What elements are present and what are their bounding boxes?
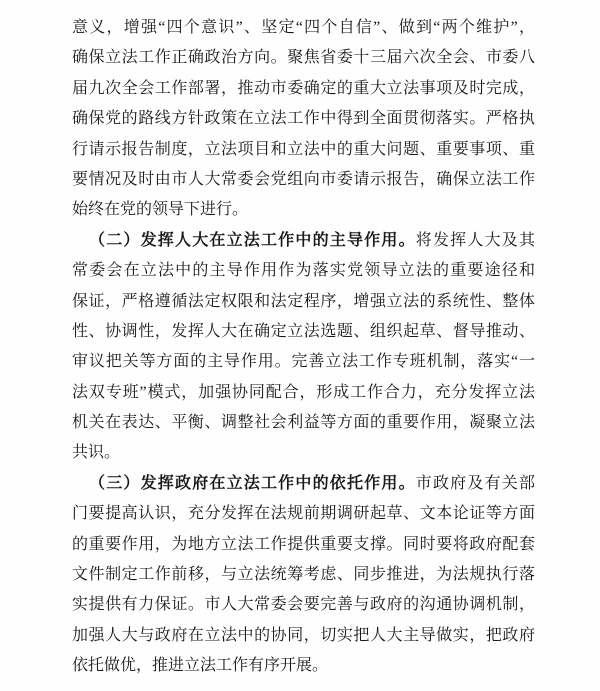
- text-segment: 依托做优，推进立法工作有序开展。: [72, 657, 329, 675]
- text-segment: 确保党的路线方针政策在立法工作中得到全面贯彻落实。严格执: [72, 110, 535, 128]
- text-segment: 常委会在立法中的主导作用作为落实党领导立法的重要途径和: [72, 262, 535, 280]
- text-segment: 始终在党的领导下进行。: [72, 201, 249, 219]
- text-line: [72, 74, 535, 104]
- text-line: [72, 13, 535, 43]
- text-line: [72, 590, 535, 620]
- text-line: [72, 560, 535, 590]
- text-segment: 届九次全会工作部署，推动市委确定的重大立法事项及时完成，: [72, 79, 535, 97]
- text-segment: 共识。: [72, 444, 121, 462]
- text-segment: 机关在表达、平衡、调整社会利益等方面的重要作用，凝聚立法: [72, 414, 535, 432]
- text-segment: 法双专班”模式，加强协同配合，形成工作合力，充分发挥立法: [72, 383, 535, 401]
- text-segment: 要情况及时由市人大常委会党组向市委请示报告，确保立法工作: [72, 170, 535, 188]
- document-page: [72, 13, 535, 682]
- text-segment: 门要提高认识，充分发挥在法规前期调研起草、文本论证等方面: [72, 505, 535, 523]
- text-line: [72, 530, 535, 560]
- text-line: [72, 165, 535, 195]
- text-line: [72, 378, 535, 408]
- text-line: [72, 438, 535, 468]
- section-3-heading: （三）发挥政府在立法工作中的依托作用。: [89, 474, 416, 492]
- text-line: [72, 317, 535, 347]
- text-segment: 加强人大与政府在立法中的协同，切实把人大主导做实，把政府: [72, 626, 535, 644]
- text-line: [72, 287, 535, 317]
- text-segment: 行请示报告制度，立法项目和立法中的重大问题、重要事项、重: [72, 140, 535, 158]
- text-line-section-3: [72, 469, 535, 499]
- text-segment: 性、协调性，发挥人大在确定立法选题、组织起草、督导推动、: [72, 322, 535, 340]
- text-line: [72, 135, 535, 165]
- text-line: [72, 621, 535, 651]
- text-line-section-2: [72, 226, 535, 256]
- text-segment: 实提供有力保证。市人大常委会要完善与政府的沟通协调机制，: [72, 596, 535, 614]
- text-line: [72, 651, 535, 681]
- text-line: [72, 104, 535, 134]
- text-line: [72, 408, 535, 438]
- section-2-heading: （二）发挥人大在立法工作中的主导作用。: [89, 231, 416, 249]
- text-line: [72, 347, 535, 377]
- text-line: [72, 499, 535, 529]
- text-line: [72, 43, 535, 73]
- text-segment: 的重要作用，为地方立法工作提供重要支撑。同时要将政府配套: [72, 535, 535, 553]
- text-line: [72, 195, 535, 225]
- text-segment: 文件制定工作前移，与立法统筹考虑、同步推进，为法规执行落: [72, 566, 535, 584]
- text-segment: 将发挥人大及其: [415, 231, 535, 249]
- text-segment: 确保立法工作正确政治方向。聚焦省委十三届六次全会、市委八: [72, 49, 535, 67]
- text-segment: 保证，严格遵循法定权限和法定程序，增强立法的系统性、整体: [72, 292, 535, 310]
- text-segment: 市政府及有关部: [415, 474, 535, 492]
- text-segment: 意义，增强“四个意识”、坚定“四个自信”、做到“两个维护”，: [72, 19, 535, 36]
- text-segment: 审议把关等方面的主导作用。完善立法工作专班机制，落实“一: [72, 353, 535, 371]
- text-line: [72, 256, 535, 286]
